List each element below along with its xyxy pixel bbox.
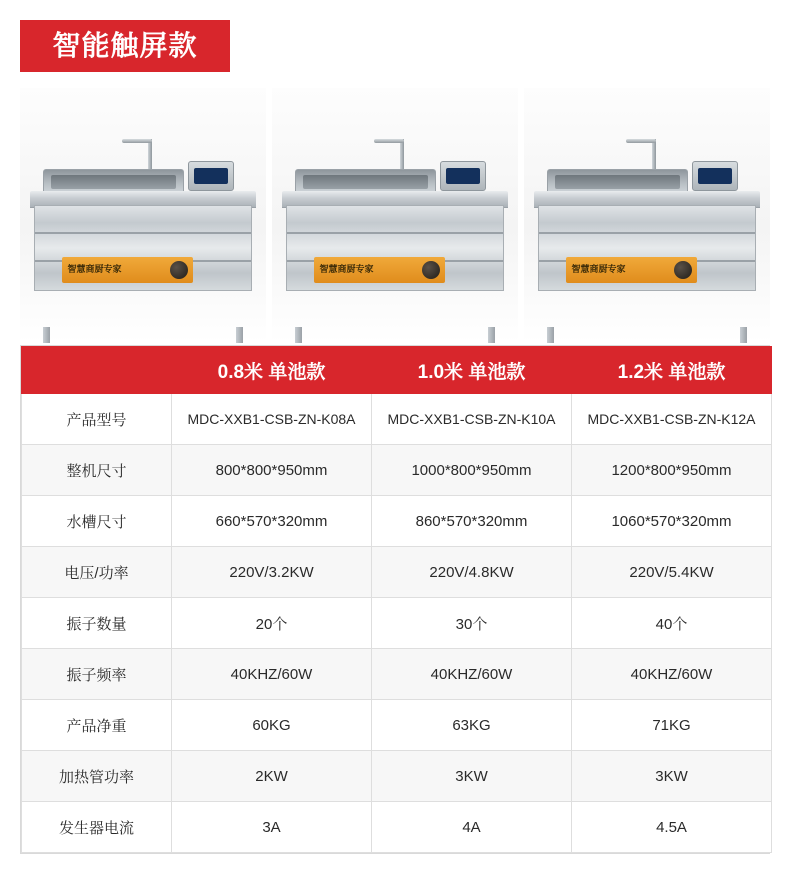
cell-heater-power-1: 3KW <box>372 751 572 802</box>
cell-sink-size-2: 1060*570*320mm <box>572 496 772 547</box>
cell-sink-size-1: 860*570*320mm <box>372 496 572 547</box>
sink-basin <box>547 169 687 193</box>
brand-sticker <box>314 257 445 283</box>
cell-model-0: MDC-XXB1-CSB-ZN-K08A <box>172 394 372 445</box>
brand-sticker-text: 智慧商厨专家 <box>319 264 374 275</box>
touch-screen <box>446 168 480 184</box>
machine-illustration <box>534 139 760 329</box>
row-label-voltage-power: 电压/功率 <box>22 547 172 598</box>
cell-net-weight-0: 60KG <box>172 700 372 751</box>
table-row <box>22 751 772 802</box>
table-header-row <box>22 347 772 394</box>
product-photo-strip <box>20 88 770 343</box>
cell-voltage-power-2: 220V/5.4KW <box>572 547 772 598</box>
table-row <box>22 445 772 496</box>
cell-heater-power-2: 3KW <box>572 751 772 802</box>
brand-sticker <box>566 257 697 283</box>
brand-sticker-text: 智慧商厨专家 <box>67 264 122 275</box>
row-label-net-weight: 产品净重 <box>22 700 172 751</box>
sink-basin <box>43 169 183 193</box>
touch-screen <box>698 168 732 184</box>
spec-table-head <box>22 347 772 394</box>
table-row <box>22 394 772 445</box>
cell-overall-size-0: 800*800*950mm <box>172 445 372 496</box>
row-label-generator-current: 发生器电流 <box>22 802 172 853</box>
cell-transducer-count-1: 30个 <box>372 598 572 649</box>
control-panel <box>692 161 738 191</box>
cell-transducer-frequency-2: 40KHZ/60W <box>572 649 772 700</box>
table-row <box>22 649 772 700</box>
cell-overall-size-2: 1200*800*950mm <box>572 445 772 496</box>
product-photo-1.2m <box>524 88 770 343</box>
brand-sticker <box>62 257 193 283</box>
column-header-0: 0.8米 单池款 <box>172 347 372 394</box>
product-photo-1.0m <box>272 88 518 343</box>
leg-left <box>295 327 302 343</box>
cell-voltage-power-1: 220V/4.8KW <box>372 547 572 598</box>
row-label-sink-size: 水槽尺寸 <box>22 496 172 547</box>
spec-table-body <box>22 394 772 853</box>
product-photo-0.8m <box>20 88 266 343</box>
brand-sticker-logo-icon <box>674 261 692 279</box>
control-panel <box>188 161 234 191</box>
cell-transducer-count-0: 20个 <box>172 598 372 649</box>
cell-transducer-count-2: 40个 <box>572 598 772 649</box>
leg-right <box>740 327 747 343</box>
spec-table <box>21 346 772 853</box>
cell-transducer-frequency-1: 40KHZ/60W <box>372 649 572 700</box>
leg-left <box>43 327 50 343</box>
row-label-transducer-count: 振子数量 <box>22 598 172 649</box>
spec-table-wrapper <box>20 345 770 854</box>
table-row <box>22 802 772 853</box>
row-label-overall-size: 整机尺寸 <box>22 445 172 496</box>
leg-right <box>236 327 243 343</box>
cell-net-weight-1: 63KG <box>372 700 572 751</box>
brand-sticker-logo-icon <box>422 261 440 279</box>
cell-generator-current-2: 4.5A <box>572 802 772 853</box>
row-label-model: 产品型号 <box>22 394 172 445</box>
title-badge-box <box>20 20 230 72</box>
machine-illustration <box>282 139 508 329</box>
machine-illustration <box>30 139 256 329</box>
row-label-heater-power: 加热管功率 <box>22 751 172 802</box>
control-panel <box>440 161 486 191</box>
table-row <box>22 496 772 547</box>
cell-voltage-power-0: 220V/3.2KW <box>172 547 372 598</box>
table-corner-cell <box>22 347 172 394</box>
cell-generator-current-0: 3A <box>172 802 372 853</box>
row-label-transducer-frequency: 振子频率 <box>22 649 172 700</box>
cell-sink-size-0: 660*570*320mm <box>172 496 372 547</box>
cell-model-1: MDC-XXB1-CSB-ZN-K10A <box>372 394 572 445</box>
cell-net-weight-2: 71KG <box>572 700 772 751</box>
title-badge <box>20 20 230 72</box>
cell-heater-power-0: 2KW <box>172 751 372 802</box>
table-row <box>22 598 772 649</box>
leg-right <box>488 327 495 343</box>
column-header-1: 1.0米 单池款 <box>372 347 572 394</box>
cell-transducer-frequency-0: 40KHZ/60W <box>172 649 372 700</box>
cell-model-2: MDC-XXB1-CSB-ZN-K12A <box>572 394 772 445</box>
cell-overall-size-1: 1000*800*950mm <box>372 445 572 496</box>
table-row <box>22 700 772 751</box>
touch-screen <box>194 168 228 184</box>
cell-generator-current-1: 4A <box>372 802 572 853</box>
title-badge-label: 智能触屏款 <box>52 30 198 61</box>
table-row <box>22 547 772 598</box>
sink-basin <box>295 169 435 193</box>
brand-sticker-logo-icon <box>170 261 188 279</box>
leg-left <box>547 327 554 343</box>
brand-sticker-text: 智慧商厨专家 <box>571 264 626 275</box>
column-header-2: 1.2米 单池款 <box>572 347 772 394</box>
